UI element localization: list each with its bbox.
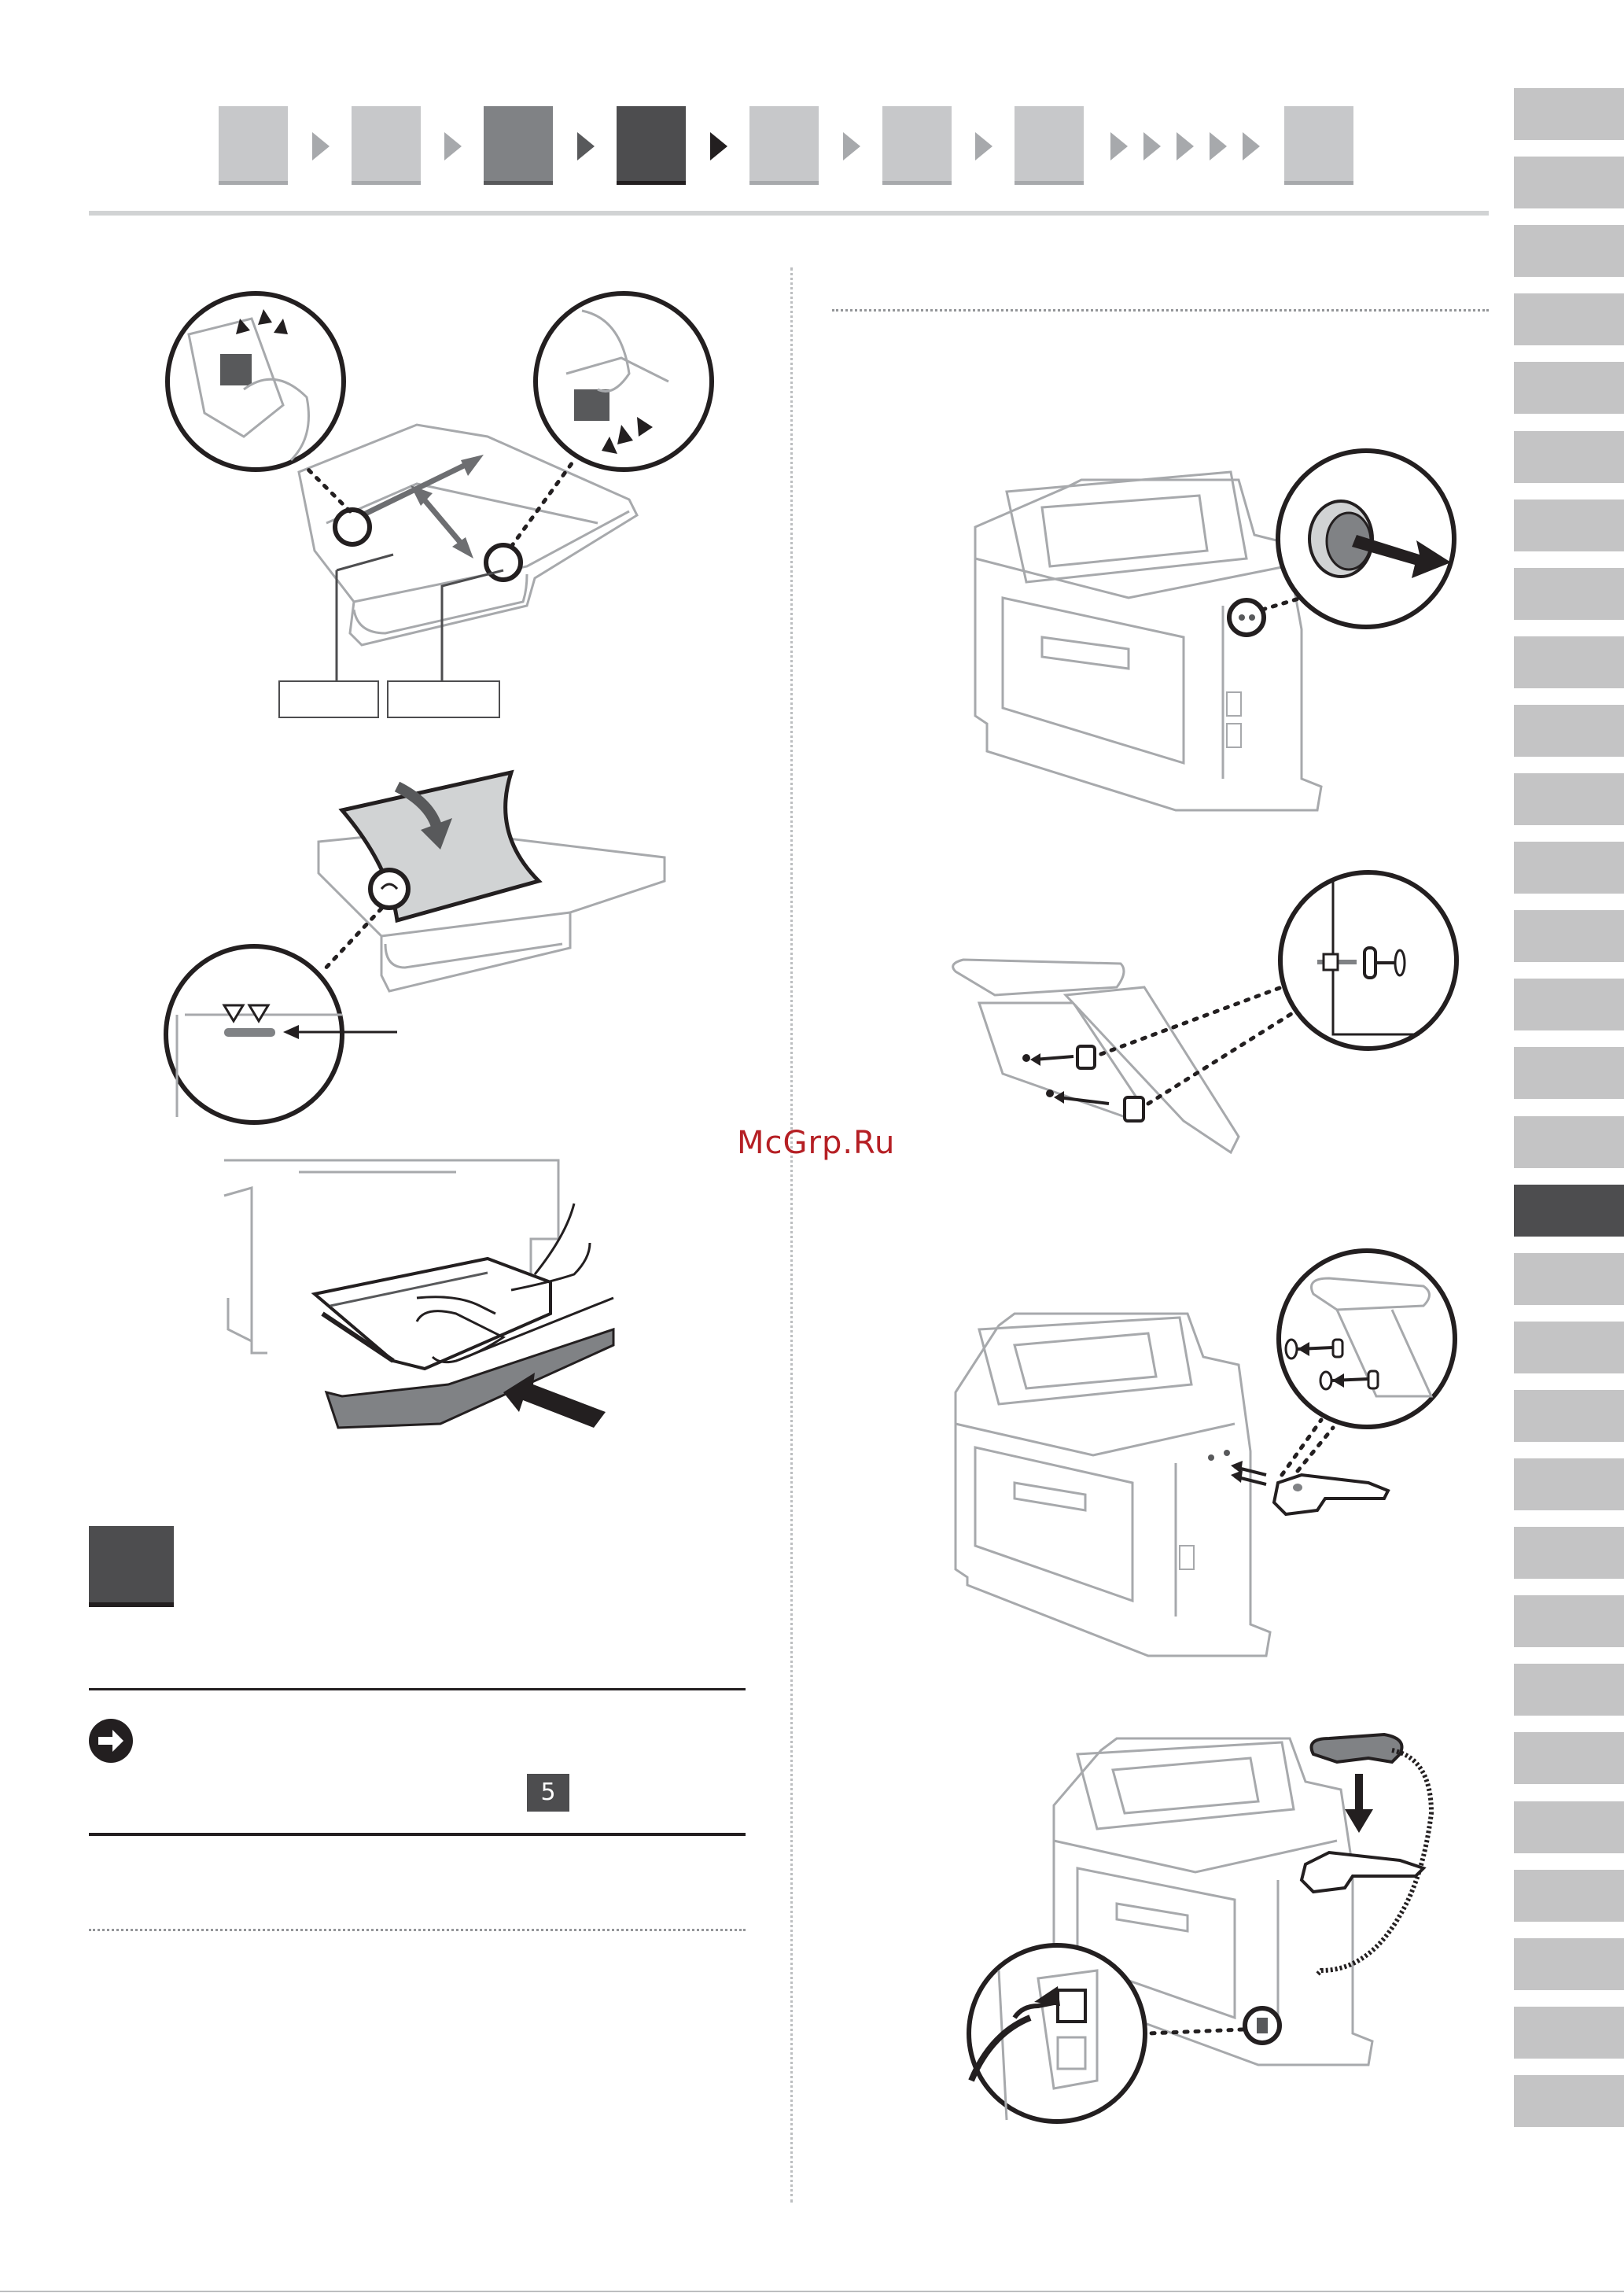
step-5	[749, 106, 819, 185]
paper-guide-illustration	[157, 287, 661, 735]
section-number-underline	[89, 1602, 174, 1607]
side-index-tab[interactable]	[1514, 1458, 1624, 1510]
side-index-tab[interactable]	[1514, 1938, 1624, 1990]
side-index-tab[interactable]	[1514, 1116, 1624, 1168]
page-reference-badge: 5	[527, 1774, 569, 1812]
side-index-tab[interactable]	[1514, 1527, 1624, 1579]
side-index-tab[interactable]	[1514, 979, 1624, 1030]
chevron-right-icon	[710, 132, 727, 160]
chevron-right-icon	[1243, 132, 1260, 160]
side-index-tab[interactable]	[1514, 157, 1624, 208]
step-7	[1015, 106, 1084, 185]
side-index-tab[interactable]	[1514, 1322, 1624, 1373]
step-6	[882, 106, 952, 185]
chevron-right-icon	[843, 132, 860, 160]
side-index-tab[interactable]	[1514, 1390, 1624, 1442]
attach-cradle-illustration	[952, 1247, 1471, 1664]
callout-box-b	[387, 680, 500, 718]
chevron-right-icon	[312, 132, 330, 160]
handset-connection-illustration	[959, 1734, 1479, 2136]
side-index-tab[interactable]	[1514, 705, 1624, 757]
side-index-tab[interactable]	[1514, 431, 1624, 483]
side-index-tab[interactable]	[1514, 1047, 1624, 1099]
callout-box-a	[278, 680, 379, 718]
chevron-right-icon	[577, 132, 595, 160]
side-index-tab[interactable]	[1514, 1253, 1624, 1305]
note-top-rule	[89, 1688, 746, 1690]
side-index-tab[interactable]	[1514, 1801, 1624, 1853]
side-index-tab[interactable]	[1514, 1664, 1624, 1716]
remove-cover-illustration	[971, 448, 1459, 818]
chevron-right-icon	[1177, 132, 1194, 160]
header-rule	[89, 211, 1489, 216]
load-paper-illustration	[161, 755, 680, 1129]
side-index-tab[interactable]	[1514, 1870, 1624, 1922]
step-1	[219, 106, 288, 185]
chevron-right-icon	[1110, 132, 1128, 160]
chevron-right-icon	[1210, 132, 1227, 160]
side-index-tab[interactable]	[1514, 2075, 1624, 2127]
step-3	[484, 106, 553, 185]
side-index-tab[interactable]	[1514, 88, 1624, 140]
chevron-right-icon	[975, 132, 992, 160]
step-4-current	[617, 106, 686, 185]
side-index-tab[interactable]	[1514, 2007, 1624, 2059]
side-index-tab[interactable]	[1514, 362, 1624, 414]
side-index-tab[interactable]	[1514, 1595, 1624, 1647]
chevron-right-icon	[444, 132, 462, 160]
arrow-circle-icon	[89, 1719, 133, 1763]
side-index-tab[interactable]	[1514, 773, 1624, 825]
side-index-tab[interactable]	[1514, 842, 1624, 894]
side-index-tab[interactable]	[1514, 225, 1624, 277]
column-divider	[790, 267, 793, 2203]
watermark-text: McGrp.Ru	[737, 1125, 896, 1161]
footer-rule	[0, 2291, 1624, 2292]
insert-cassette-illustration	[220, 1156, 661, 1455]
side-index-tab[interactable]	[1514, 1185, 1624, 1237]
right-section-rule	[832, 309, 1489, 312]
step-8	[1284, 106, 1353, 185]
cradle-screws-illustration	[948, 869, 1467, 1160]
side-index-tab[interactable]	[1514, 293, 1624, 345]
left-lower-rule	[89, 1929, 746, 1931]
section-number-block	[89, 1526, 174, 1605]
side-index-tab[interactable]	[1514, 636, 1624, 688]
side-index-tab[interactable]	[1514, 1732, 1624, 1784]
side-index-tab[interactable]	[1514, 568, 1624, 620]
side-index-tab[interactable]	[1514, 910, 1624, 962]
note-bottom-rule	[89, 1833, 746, 1836]
chevron-right-icon	[1143, 132, 1161, 160]
step-2	[352, 106, 421, 185]
side-index-tab[interactable]	[1514, 500, 1624, 551]
